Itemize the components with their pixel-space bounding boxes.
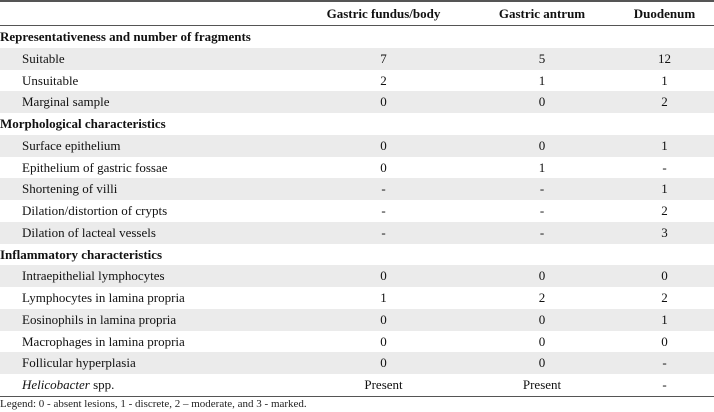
cell-fundus: 2: [380, 72, 387, 88]
cell-duodenum: 12: [615, 48, 714, 70]
row-label-genus: Helicobacter: [22, 377, 90, 392]
cell-fundus: 0: [298, 91, 469, 113]
table-row: [0, 287, 714, 309]
cell-duodenum: 1: [661, 72, 668, 88]
cell-duodenum: 1: [615, 178, 714, 200]
table-legend: Legend: 0 - absent lesions, 1 - discrete, 2 – moderate, and 3 - marked.: [0, 398, 307, 410]
cell-fundus: Present: [298, 374, 469, 396]
section-title: Morphological characteristics: [0, 116, 166, 131]
table-body: [0, 26, 714, 397]
row-label: Marginal sample: [0, 91, 298, 113]
cell-antrum: 0: [469, 352, 615, 374]
row-label: Suitable: [0, 48, 298, 70]
cell-fundus: 0: [298, 265, 469, 287]
row-label-suffix: spp.: [89, 377, 115, 392]
table-row: [0, 331, 714, 353]
cell-antrum: 0: [469, 91, 615, 113]
cell-antrum: 0: [469, 135, 615, 157]
row-label: [0, 374, 298, 396]
row-label: Follicular hyperplasia: [0, 352, 298, 374]
cell-fundus: 7: [298, 48, 469, 70]
section-row: [0, 113, 714, 135]
row-label: Unsuitable: [22, 72, 79, 88]
cell-fundus: -: [298, 178, 469, 200]
cell-fundus: 0: [298, 135, 469, 157]
cell-duodenum: 1: [615, 309, 714, 331]
cell-fundus: 0: [298, 309, 469, 331]
table-row: [0, 200, 714, 222]
table-row: [0, 222, 714, 244]
cell-duodenum: 2: [661, 203, 668, 218]
header-blank: [0, 2, 298, 26]
cell-antrum: -: [469, 222, 615, 244]
row-label: Macrophages in lamina propria: [22, 333, 185, 349]
row-label: Intraepithelial lymphocytes: [0, 265, 298, 287]
section-title: Representativeness and number of fragments: [0, 29, 251, 44]
cell-antrum: 5: [469, 48, 615, 70]
row-label: Dilation/distortion of crypts: [22, 203, 168, 218]
table-row: [0, 178, 714, 200]
row-label: Eosinophils in lamina propria: [0, 309, 298, 331]
section-row: [0, 26, 714, 48]
row-label: Shortening of villi: [0, 178, 298, 200]
row-label: Surface epithelium: [0, 135, 298, 157]
table-row: [0, 309, 714, 331]
table-row: [0, 70, 714, 92]
cell-duodenum: 3: [615, 222, 714, 244]
cell-duodenum: 2: [615, 91, 714, 113]
table-header: [0, 1, 714, 26]
cell-antrum: -: [469, 178, 615, 200]
cell-duodenum: 2: [661, 290, 668, 305]
header-gastric-fundus-body: Gastric fundus/body: [298, 2, 469, 26]
cell-fundus: -: [298, 222, 469, 244]
cell-duodenum: 1: [615, 135, 714, 157]
table-row: [0, 157, 714, 179]
table-row: [0, 91, 714, 113]
cell-antrum: -: [539, 203, 545, 218]
cell-antrum: 0: [538, 333, 546, 349]
cell-antrum: 1: [538, 159, 546, 175]
cell-antrum: 0: [469, 265, 615, 287]
header-gastric-antrum: Gastric antrum: [469, 2, 615, 26]
cell-antrum: 2: [538, 290, 546, 305]
cell-duodenum: -: [615, 374, 714, 396]
cell-antrum: 0: [469, 309, 615, 331]
cell-duodenum: 0: [615, 265, 714, 287]
table-row: [0, 265, 714, 287]
table-row: [0, 135, 714, 157]
row-label: Dilation of lacteal vessels: [0, 222, 298, 244]
table-row: [0, 48, 714, 70]
cell-duodenum: -: [615, 352, 714, 374]
cell-fundus: 1: [380, 290, 387, 305]
cell-fundus: 0: [380, 159, 387, 175]
cell-antrum: 1: [538, 72, 546, 88]
cell-fundus: -: [381, 203, 386, 218]
row-label: Lymphocytes in lamina propria: [22, 290, 185, 305]
cell-duodenum: 0: [661, 333, 668, 349]
section-title: Inflammatory characteristics: [0, 246, 163, 262]
header-duodenum: Duodenum: [615, 2, 714, 26]
row-label: Epithelium of gastric fossae: [22, 159, 168, 175]
cell-antrum: Present: [469, 374, 615, 396]
cell-duodenum: -: [662, 159, 667, 175]
table-row: [0, 352, 714, 374]
section-row: [0, 244, 714, 266]
cell-fundus: 0: [298, 352, 469, 374]
cell-fundus: 0: [380, 333, 387, 349]
table-row: [0, 374, 714, 396]
